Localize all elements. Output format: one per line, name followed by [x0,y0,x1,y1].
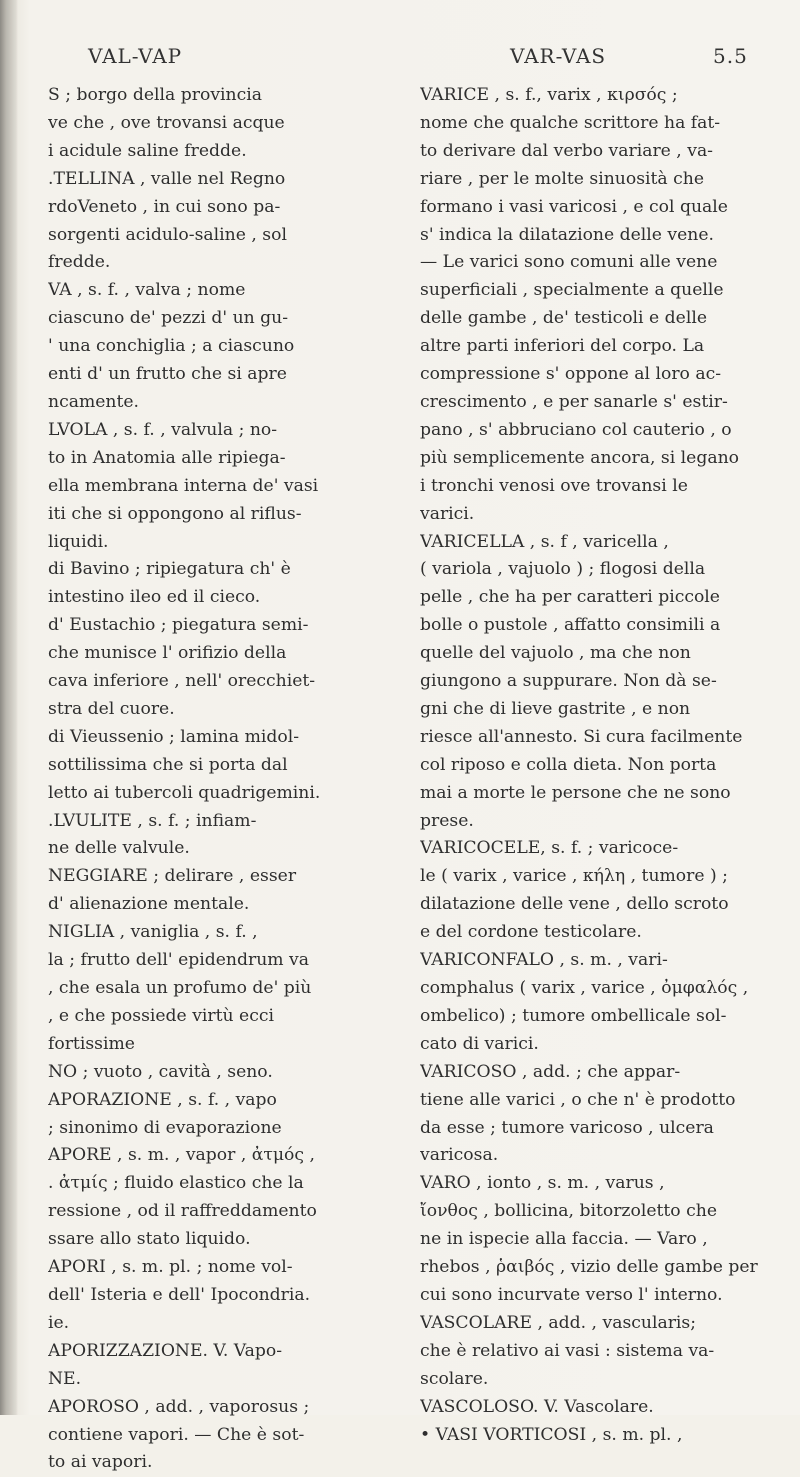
left-column-text-line: ssare allo stato liquido. [48,1229,251,1250]
right-column-text-line: compressione s' oppone al loro ac- [420,364,722,385]
left-column-text-line: .TELLINA , valle nel Regno [48,168,286,189]
right-column-text-line: ἴονθος , bollicina, bitorzoletto che [420,1201,717,1222]
left-column-text-line: NEGGIARE ; delirare , esser [48,866,297,887]
left-column-text-line: APOROSO , add. , vaporosus ; [48,1396,310,1417]
right-column-text-line: dilatazione delle vene , dello scroto [420,894,729,915]
left-column-text-line: ' una conchiglia ; a ciascuno [48,336,295,357]
right-column-text-line: to derivare dal verbo variare , va- [420,140,713,161]
left-column-text-line: , che esala un profumo de' più [48,978,312,998]
left-column-text-line: ciascuno de' pezzi d' un gu- [48,308,289,329]
right-column-text-line: le ( varix , varice , κήλη , tumore ) ; [420,866,728,887]
right-column-text-line: giungono a suppurare. Non dà se- [420,671,717,692]
right-column-text-line: s' indica la dilatazione delle vene. [420,224,715,245]
left-column-text-line: ; sinonimo di evaporazione [48,1117,282,1138]
left-column-text-line: enti d' un frutto che si apre [48,364,287,385]
right-column-text-line: formano i vasi varicosi , e col quale [420,196,728,217]
left-column-text-line: che munisce l' orifizio della [48,643,287,664]
left-column-text-line: S ; borgo della provincia [48,85,262,105]
left-column-text-line: NO ; vuoto , cavità , seno. [48,1061,273,1082]
right-column [420,82,765,1449]
right-column-text-line: VASCOLARE , add. , vascularis; [420,1312,697,1333]
left-column-text-line: contiene vapori. — Che è sot- [48,1424,305,1445]
left-column-text-line: ne delle valvule. [48,838,190,859]
left-column-text-line: APORAZIONE , s. f. , vapo [48,1089,277,1110]
left-column-text-line: i acidule saline fredde. [48,140,247,161]
page-binding-shadow [0,0,18,1415]
right-column-text-line: VARO , ionto , s. m. , varus , [420,1173,665,1194]
right-column-text-line: — Le varici sono comuni alle vene [420,252,718,273]
right-column-text-line: pano , s' abbruciano col cauterio , o [420,419,732,440]
left-column-text-line: dell' Isteria e dell' Ipocondria. [48,1284,311,1305]
right-column-text-line: mai a morte le persone che ne sono [420,782,731,803]
left-column-text-line: , e che possiede virtù ecci [48,1005,274,1026]
right-column-text-line: pelle , che ha per caratteri piccole [420,587,720,608]
right-column-text-line: delle gambe , de' testicoli e delle [420,308,707,329]
right-column-text-line: cato di varici. [420,1033,539,1054]
left-column-text-line: intestino ileo ed il cieco. [48,587,261,608]
right-column-text-line: ne in ispecie alla faccia. — Varo , [420,1229,708,1250]
left-column-text-line: ressione , od il raffreddamento [48,1201,317,1222]
right-column-text-line: VARICELLA , s. f , varicella , [420,531,669,552]
right-column-text-line: da esse ; tumore varicoso , ulcera [420,1117,714,1138]
left-column-text-line: to ai vapori. [48,1452,153,1473]
right-column-text-line: i tronchi venosi ove trovansi le [420,475,688,496]
right-column-text-line: superficiali , specialmente a quelle [420,280,724,301]
left-column-text-line: stra del cuore. [48,698,175,719]
left-column-text-line: NE. [48,1368,82,1389]
left-column-text-line: to in Anatomia alle ripiega- [48,447,286,468]
right-column-text-line: riare , per le molte sinuosità che [420,168,705,189]
right-column-text-line: rhebos , ῥαιβός , vizio delle gambe per [420,1257,758,1278]
left-column-text-line: . ἀτμίς ; fluido elastico che la [48,1173,304,1194]
left-column-text-line: ie. [48,1312,70,1333]
right-column-text-line: e del cordone testicolare. [420,922,642,943]
left-column-text-line: APORIZZAZIONE. V. Vapo- [48,1340,283,1361]
left-column-text-line: cava inferiore , nell' orecchiet- [48,671,316,692]
right-column-text-line: VARICOSO , add. ; che appar- [420,1061,681,1082]
right-column-text-line: crescimento , e per sanarle s' estir- [420,391,728,412]
running-header-left: VAL-VAP [88,44,183,68]
left-column-text-line: APORE , s. m. , vapor , ἀτμός , [48,1145,315,1166]
left-column-text-line: di Bavino ; ripiegatura ch' è [48,559,291,580]
right-column-text-line: nome che qualche scrittore ha fat- [420,112,721,133]
right-column-text-line: cui sono incurvate verso l' interno. [420,1284,723,1305]
right-column-text-line: scolare. [420,1368,489,1389]
right-column-text-line: VARICE , s. f., varix , κιρσός ; [420,85,678,105]
right-column-text-line: ombelico) ; tumore ombellicale sol- [420,1005,727,1026]
right-column-text-line: riesce all'annesto. Si cura facilmente [420,726,743,747]
left-column-text-line: liquidi. [48,531,109,552]
right-column-text-line: VASCOLOSO. V. Vascolare. [420,1396,654,1417]
left-column-text-line: APORI , s. m. pl. ; nome vol- [48,1257,293,1278]
left-column-text-line: sottilissima che si porta dal [48,754,288,775]
left-column-text-line: VA , s. f. , valva ; nome [48,280,246,301]
left-column-text-line: ella membrana interna de' vasi [48,475,319,496]
left-column-text-line: ve che , ove trovansi acque [48,112,285,133]
right-column-text-line: più semplicemente ancora, si legano [420,447,739,468]
right-column-text-line: comphalus ( varix , varice , ὀμφαλός , [420,978,749,998]
left-column-text-line: letto ai tubercoli quadrigemini. [48,782,321,803]
left-column-text-line: la ; frutto dell' epidendrum va [48,950,310,971]
left-column-text-line: di Vieussenio ; lamina midol- [48,726,300,747]
left-column-text-line: fortissime [48,1033,135,1054]
left-column-text-line: NIGLIA , vaniglia , s. f. , [48,922,258,943]
right-column-text-line: gni che di lieve gastrite , e non [420,698,691,719]
left-column-text-line: LVOLA , s. f. , valvula ; no- [48,419,278,440]
right-column-text-line: VARICONFALO , s. m. , vari- [420,950,668,971]
right-column-text-line: • VASI VORTICOSI , s. m. pl. , [420,1424,683,1445]
right-column-text-line: tiene alle varici , o che n' è prodotto [420,1089,736,1110]
left-column [48,82,388,1477]
left-column-text-line: iti che si oppongono al riflus- [48,503,302,524]
left-column-text-line: sorgenti acidulo-saline , sol [48,224,287,245]
right-column-text-line: varicosa. [420,1145,499,1166]
page-number: 5.5 [713,44,748,68]
left-column-text-line: ncamente. [48,391,140,412]
right-column-text-line: altre parti inferiori del corpo. La [420,336,705,357]
right-column-text-line: che è relativo ai vasi : sistema va- [420,1340,715,1361]
right-column-text-line: varici. [420,503,475,524]
left-column-text-line: fredde. [48,252,111,273]
right-column-text-line: bolle o pustole , affatto consimili a [420,615,721,636]
left-column-text-line: rdoVeneto , in cui sono pa- [48,196,281,217]
left-column-text-line: d' alienazione mentale. [48,894,250,915]
left-column-text-line: d' Eustachio ; piegatura semi- [48,615,309,636]
right-column-text-line: prese. [420,810,474,831]
running-header-right: VAR-VAS [510,44,607,68]
right-column-text-line: VARICOCELE, s. f. ; varicoce- [420,838,679,859]
right-column-text-line: ( variola , vajuolo ) ; flogosi della [420,559,706,580]
right-column-text-line: quelle del vajuolo , ma che non [420,643,691,664]
left-column-text-line: .LVULITE , s. f. ; infiam- [48,810,257,831]
right-column-text-line: col riposo e colla dieta. Non porta [420,754,717,775]
